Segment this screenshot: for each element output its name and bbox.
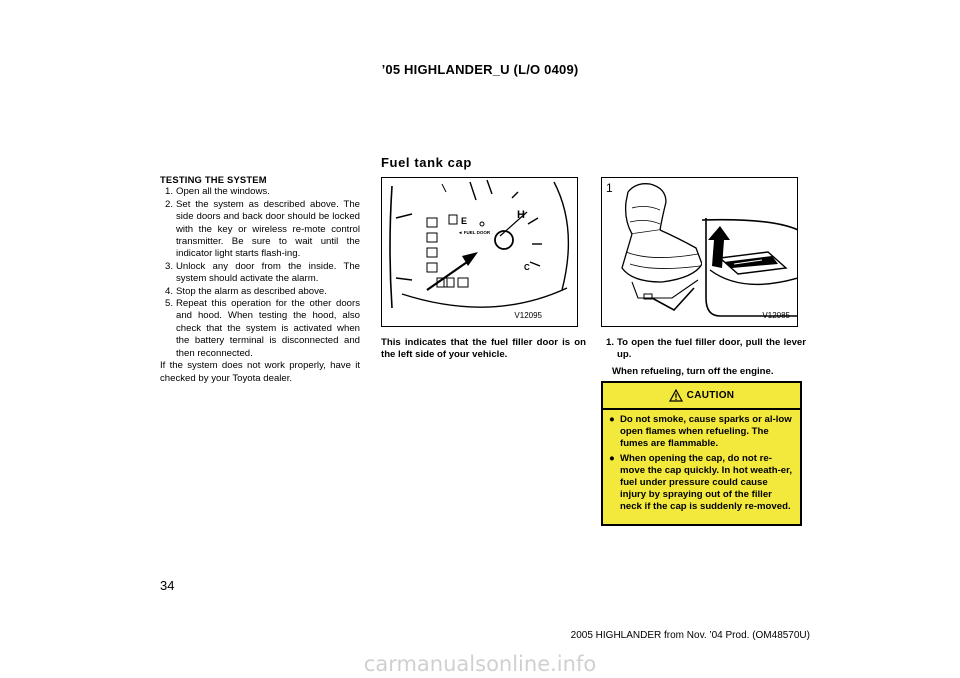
bullet-icon: ● xyxy=(609,452,615,464)
figure-step-number: 1 xyxy=(606,181,613,195)
step-item: 5. Repeat this operation for the other doors and hood. When testing the hood, also check that the system is activated when the battery terminal is disconnected and then reconnected. xyxy=(164,298,360,359)
caution-item: ● Do not smoke, cause sparks or al-low open flames when refueling. The fumes are flammable. xyxy=(609,414,792,450)
section-title: Fuel tank cap xyxy=(381,155,472,170)
system-note: If the system does not work properly, have it checked by your Toyota dealer. xyxy=(160,360,360,384)
caution-item: ● When opening the cap, do not re-move the cap quickly. In hot weath-er, fuel under pressure could cause injury by spraying out of the filler neck if the cap is suddenly re-moved. xyxy=(609,452,793,513)
step-item: 3. Unlock any door from the inside. The system should activate the alarm. xyxy=(164,260,360,285)
caution-header xyxy=(603,383,800,410)
lever-step: 1. To open the fuel filler door, pull the lever up. xyxy=(605,337,806,361)
gauge-empty-mark: E xyxy=(461,216,468,226)
fuel-door-label: ◄ FUEL DOOR xyxy=(458,230,491,235)
figure-code: V12095 xyxy=(514,311,542,320)
watermark: carmanualsonline.info xyxy=(363,652,597,676)
fuel-gauge-drawing xyxy=(382,178,577,326)
footer-edition: 2005 HIGHLANDER from Nov. ’04 Prod. (OM48570U) xyxy=(570,630,810,641)
header-model-title: ’05 HIGHLANDER_U (L/O 0409) xyxy=(381,62,579,77)
caution-box xyxy=(601,381,802,526)
warning-triangle-icon xyxy=(669,389,683,402)
step-item: 4. Stop the alarm as described above. xyxy=(164,285,327,297)
figure-code: V12085 xyxy=(762,311,790,320)
bullet-icon: ● xyxy=(609,414,615,425)
page-number: 34 xyxy=(160,578,175,593)
fuel-door-caption: This indicates that the fuel filler door is on the left side of your vehicle. xyxy=(381,337,586,361)
step-item: 2. Set the system as described above. The side doors and back door should be locked with the key or wireless re-mote control transmitter. Be sure to wait until the indicator light starts flash-ing. xyxy=(164,198,360,260)
caution-body xyxy=(603,410,800,514)
gauge-hot-mark: H xyxy=(517,209,525,221)
lever-instruction xyxy=(601,337,806,378)
seat-lever-drawing xyxy=(602,178,797,326)
step-item: 1. Open all the windows. xyxy=(164,186,270,198)
fuel-gauge-illustration xyxy=(381,177,578,327)
left-column xyxy=(160,174,360,385)
fuel-door-lever-illustration xyxy=(601,177,798,327)
refuel-note: When refueling, turn off the engine. xyxy=(612,365,774,377)
gauge-cold-mark: C xyxy=(524,263,530,272)
caution-title: CAUTION xyxy=(686,390,735,401)
testing-heading: TESTING THE SYSTEM xyxy=(160,174,267,185)
